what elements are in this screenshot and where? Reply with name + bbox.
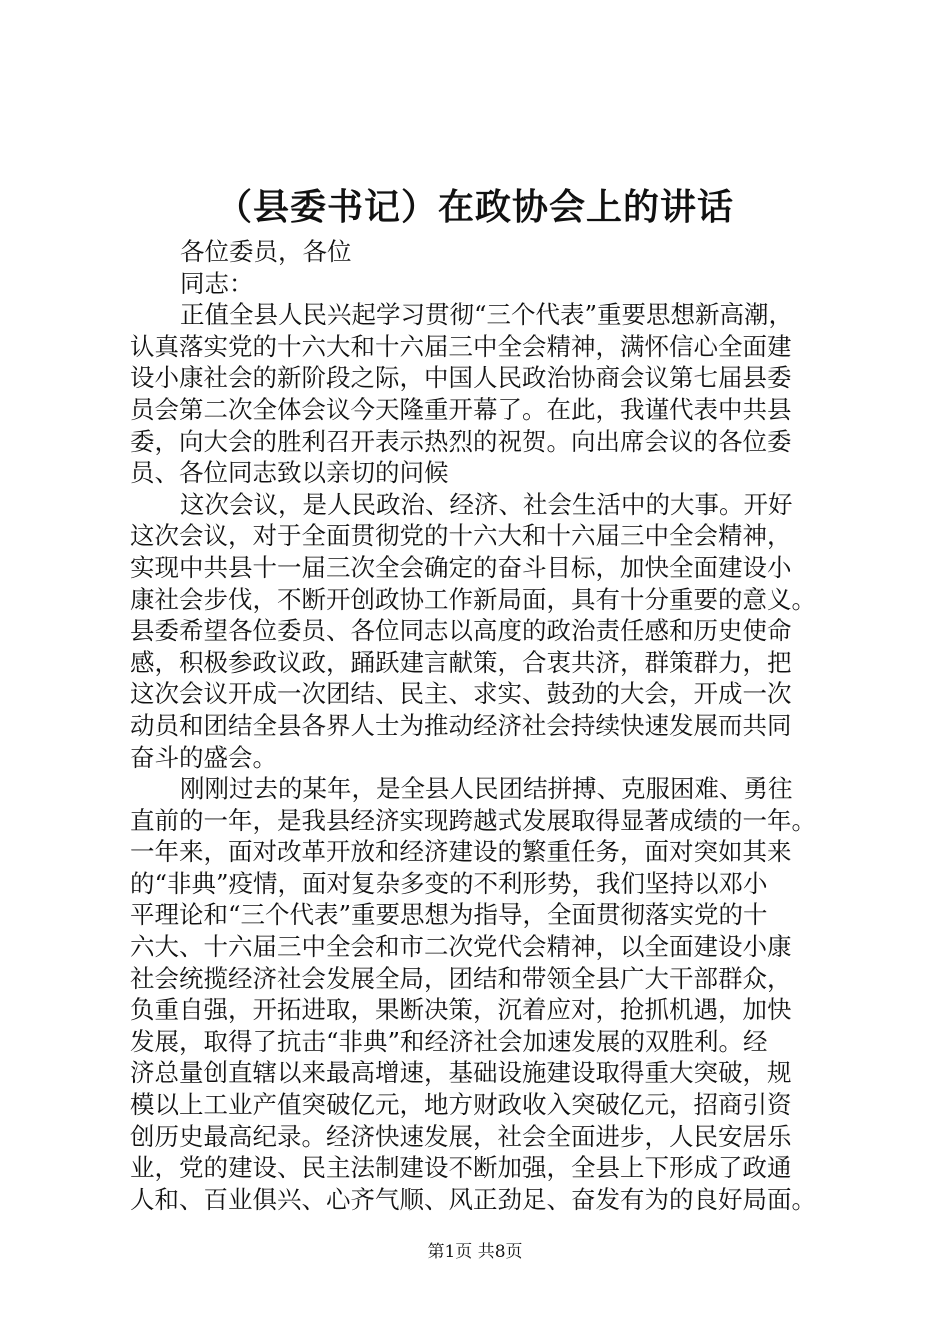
body-line: 认真落实党的十六大和十六届三中全会精神，满怀信心全面建 [130, 331, 792, 361]
body-line: 正值全县人民兴起学习贯彻“三个代表”重要思想新高潮， [180, 300, 794, 330]
body-line: 康社会步伐，不断开创政协工作新局面，具有十分重要的意义。 [130, 584, 816, 614]
body-line: 六大、十六届三中全会和市二次党代会精神，以全面建设小康 [130, 932, 792, 962]
body-line: 奋斗的盛会。 [130, 742, 277, 772]
body-line: 社会统揽经济社会发展全局，团结和带领全县广大干部群众， [130, 963, 792, 993]
body-line: 这次会议开成一次团结、民主、求实、鼓劲的大会，开成一次 [130, 679, 792, 709]
body-line: 动员和团结全县各界人士为推动经济社会持续快速发展而共同 [130, 710, 792, 740]
body-line: 刚刚过去的某年，是全县人民团结拼搏、克服困难、勇往 [180, 774, 793, 804]
body-line: 业，党的建设、民主法制建设不断加强，全县上下形成了政通 [130, 1153, 792, 1183]
body-line: 平理论和“三个代表”重要思想为指导，全面贯彻落实党的十 [130, 900, 768, 930]
body-line: 人和、百业俱兴、心齐气顺、风正劲足、奋发有为的良好局面。 [130, 1184, 816, 1214]
body-line: 发展，取得了抗击“非典”和经济社会加速发展的双胜利。经 [130, 1026, 768, 1056]
body-line: 县委希望各位委员、各位同志以高度的政治责任感和历史使命 [130, 616, 792, 646]
page-footer: 第1页 共8页 [427, 1242, 523, 1262]
body-line: 这次会议，是人民政治、经济、社会生活中的大事。开好 [180, 489, 793, 519]
body-line: 直前的一年，是我县经济实现跨越式发展取得显著成绩的一年。 [130, 805, 816, 835]
body-line: 济总量创直辖以来最高增速，基础设施建设取得重大突破，规 [130, 1058, 792, 1088]
body-line: 感，积极参政议政，踊跃建言献策，合衷共济，群策群力，把 [130, 647, 792, 677]
body-line: 模以上工业产值突破亿元，地方财政收入突破亿元，招商引资 [130, 1090, 792, 1120]
document-title: （县委书记）在政协会上的讲话 [215, 186, 734, 228]
body-line: 实现中共县十一届三次全会确定的奋斗目标，加快全面建设小 [130, 552, 792, 582]
body-line: 设小康社会的新阶段之际，中国人民政治协商会议第七届县委 [130, 363, 792, 393]
body-line: 创历史最高纪录。经济快速发展，社会全面进步，人民安居乐 [130, 1121, 792, 1151]
body-line: 员会第二次全体会议今天隆重开幕了。在此，我谨代表中共县 [130, 394, 792, 424]
body-line: 各位委员，各位 [180, 237, 352, 266]
body-line: 这次会议，对于全面贯彻党的十六大和十六届三中全会精神， [130, 521, 792, 551]
body-line: 的“非典”疫情，面对复杂多变的不利形势，我们坚持以邓小 [130, 868, 768, 898]
body-line: 负重自强，开拓进取，果断决策，沉着应对，抢抓机遇，加快 [130, 995, 792, 1025]
body-line: 一年来，面对改革开放和经济建设的繁重任务，面对突如其来 [130, 837, 792, 867]
document-body [130, 236, 830, 1215]
body-line: 员、各位同志致以亲切的问候 [130, 458, 449, 488]
body-line: 委，向大会的胜利召开表示热烈的祝贺。向出席会议的各位委 [130, 426, 792, 456]
body-line: 同志： [180, 268, 254, 298]
